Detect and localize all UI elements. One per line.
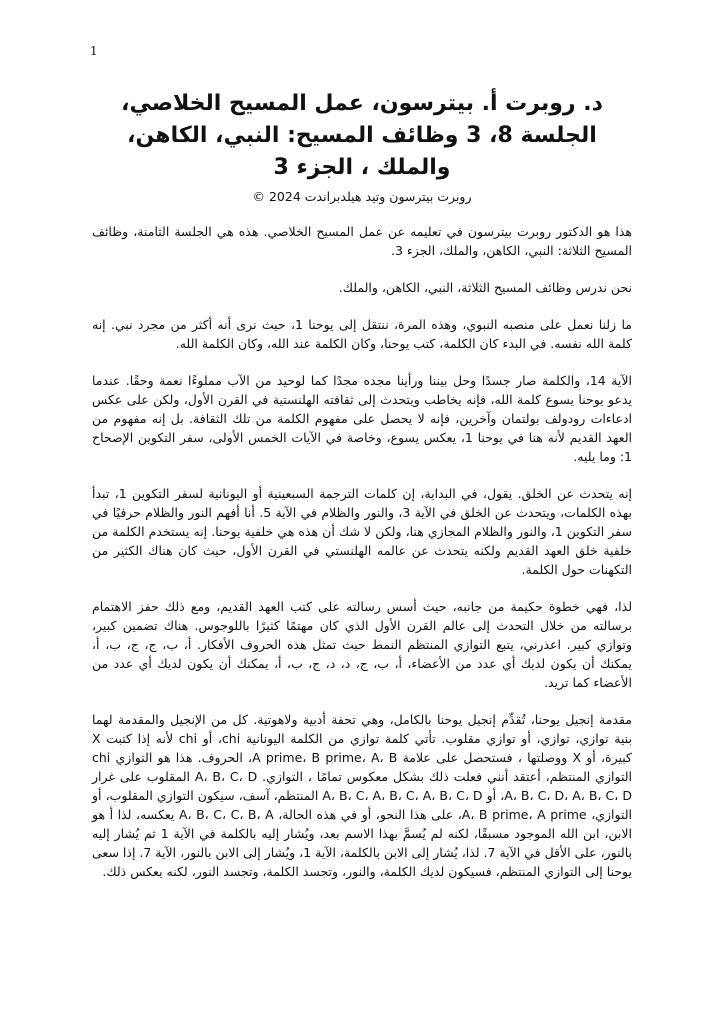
- paragraph-creation: إنه يتحدث عن الخلق. يقول، في البداية، إن كلمات الترجمة السبعينية أو اليونانية لسفر التكوين 1، تبدأ بهذه الكلمات، ويتحدث عن الخلق في الآية 3، والنور والظلام في الآية 5. أنا أفهم النور والظلام حرفيًا في سفر التكوين 1، والنور والظلام المجازي هنا، ولكن لا شك أن هذه هي خلفية يوحنا. إنه يستخدم الكلمة من خلفية خلق العهد القديم ولكنه يتحدث عن عالمه الهلنستي في القرن الأول، حيث كان هناك الكثير من التكهنات حول الكلمة.: [92, 486, 633, 577]
- paragraph-prologue: مقدمة إنجيل يوحنا، تُقدِّم إنجيل يوحنا بالكامل، وهي تحفة أدبية ولاهوتية. كل من الإنجيل والمقدمة لهما بنية توازي، توازي، أو توازي مقلوب. تأتي كلمة توازي من الكلمة اليونانية chi، أو chi لأنه إذا كتبت X كبيرة، أو X ووصلتها ، فستحصل على علامة A prime، B prime، A، B، الحروف. هذا هو التوازي chi التوازي المنتظم، أعتقد أنني فعلت ذلك بشكل معكوس تمامًا ، التوازي. A، B، C، D المقلوب على غرار A، B، C، D، A، B، C، D، أو A، B، C، A، B، C، A، B، C، D المنتظم، آسف، سيكون التوازي المقلوب، أو التوازي، A، B prime، A prime، على هذا النحو، أو في هذه الحالة، A، B، C، C، B، A يعكسه، لذا أ هو الابن، ابن الله الموجود مسبقًا، لكنه لم يُسمَّ بهذا الاسم بعد، ويُشار إليه بالكلمة في الآية 1 ثم يُشار إليه بالنور، على الأقل في الآية 7. لذا، يُشار إلى الابن بالكلمة، الآية 1، ويُشار إلى الابن بالنور، الآية 7. إذا سعى يوحنا إلى التوازي المنتظم، فسيكون لديك الكلمة، والنور، وتجسد الكلمة، وتجسد النور، لكنه يعكس ذلك.: [92, 712, 633, 879]
- title-line-1: د. روبرت أ. بيترسون، عمل المسيح الخلاصي،: [121, 91, 603, 116]
- document-body: [92, 88, 632, 881]
- paragraph-intro: هذا هو الدكتور روبرت بيترسون في تعليمه عن عمل المسيح الخلاصي. هذه هي الجلسة الثامنة، وظائف المسيح الثلاثة: النبي، الكاهن، والملك، الجزء 3.: [92, 224, 632, 258]
- paragraph-topic: نحن ندرس وظائف المسيح الثلاثة، النبي، الكاهن، والملك.: [338, 280, 632, 295]
- document-title: [92, 88, 632, 184]
- copyright-line: روبرت بيترسون وتيد هيلدبراندت 2024 ©: [252, 189, 472, 204]
- title-line-2: الجلسة 8، 3 وظائف المسيح: النبي، الكاهن،: [127, 123, 597, 148]
- paragraph-prophetic-office: ما زلنا نعمل على منصبه النبوي، وهذه المرة، ننتقل إلى يوحنا 1، حيث نرى أنه أكثر من مجرد نبي. إنه كلمة الله نفسه. في البدء كان الكلمة، كتب يوحنا، وكان الكلمة عند الله، وكان الكلمة الله.: [92, 317, 632, 351]
- paragraph-verse-14: الآية 14، والكلمة صار جسدًا وحل بيننا ورأينا مجده مجدًا كما لوحيد من الآب مملوءًا نعمة وحقًا. عندما يدعو يوحنا يسوع كلمة الله، فإنه يخاطب ويتحدث إلى ثقافته الهلنستية في القرن الأول، ولكن على عكس ادعاءات رودولف بولتمان وآخرين، فإنه لا يحصل على مفهوم الكلمة من تلك الثقافة. بل إنه مفهوم من العهد القديم لأنه هنا في يوحنا 1، يعكس يسوع، وخاصة في الآيات الخمس الأولى، سفر التكوين الإصحاح 1: وما يليه.: [92, 373, 632, 464]
- paragraph-chiasm: لذا، فهي خطوة حكيمة من جانبه، حيث أسس رسالته على كتب العهد القديم، ومع ذلك حفز الاهتمام برسالته من خلال التحدث إلى عالم القرن الأول الذي كان مهتمًا كثيرًا باللوجوس. هناك تضمين كبير، وتوازي كبير. اعذرني، يتبع التوازي المنتظم النمط حيث تمثل هذه الحروف الأفكار. أ، ب، ج، ج، ب، أ، يمكنك أن يكون لديك أي عدد من الأعضاء، أ، ب، ج، د، د، ج، ب، أ، يمكنك أن يكون لديك أي عدد من الأعضاء كما تريد.: [92, 599, 632, 690]
- title-line-3: والملك ، الجزء 3: [273, 155, 451, 180]
- page-number: 1: [90, 44, 98, 58]
